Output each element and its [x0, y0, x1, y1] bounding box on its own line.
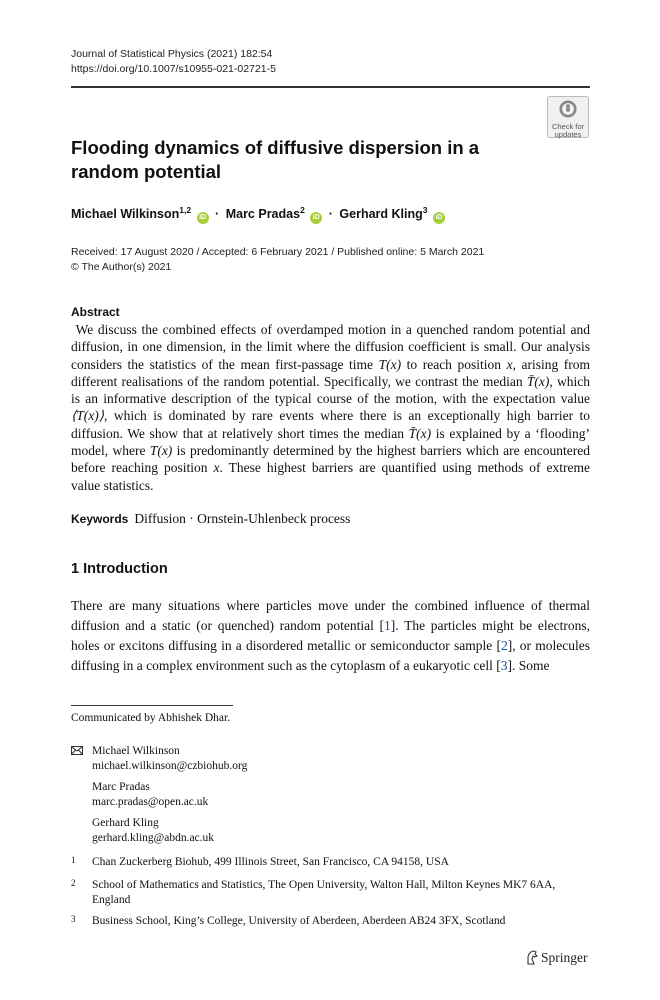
section-title: Introduction	[83, 561, 168, 577]
affiliation-text: Chan Zuckerberg Biohub, 499 Illinois Street, San Francisco, CA 94158, USA	[92, 856, 449, 868]
author-name: Michael Wilkinson	[71, 207, 180, 221]
badge-line-2: updates	[554, 130, 582, 139]
affiliation	[71, 914, 590, 929]
abstract-segment: , which is an informative description of the typical course of the motion, with the expectation value	[71, 373, 590, 407]
contact-entry	[71, 744, 590, 773]
citation-link[interactable]: 1	[384, 618, 391, 633]
intro-segment: ]. Some	[507, 658, 550, 673]
abstract-segment: , arising from different realisations of the random potential. Specifically, we contrast the median	[71, 356, 591, 389]
doi-link[interactable]: https://doi.org/10.1007/s10955-021-02721-5	[71, 63, 276, 75]
contact-email[interactable]: gerhard.kling@abdn.ac.uk	[92, 831, 215, 844]
math-symbol: T(x)	[378, 356, 402, 372]
keywords-label: Keywords	[71, 512, 129, 526]
affiliation-text: School of Mathematics and Statistics, The Open University, Walton Hall, Milton Keynes MK7 6AA, England	[92, 879, 556, 906]
abstract-segment: , which is dominated by rare events where there is an exceptionally high barrier to diffusion. We show that at relatively short times the median	[71, 408, 590, 441]
math-symbol: x	[213, 460, 220, 476]
abstract-segment: is explained by a ‘flooding’ model, where	[71, 425, 591, 459]
intro-segment: ], or molecules diffusing in a complex environment such as the cytoplasm of a eukaryotic cell [	[71, 638, 590, 673]
intro-segment: There are many situations where particles move under the combined influence of thermal diffusion and a static (or quenched) random potential [	[71, 598, 590, 633]
citation-link[interactable]: 3	[500, 658, 508, 673]
communicated-by: Communicated by Abhishek Dhar.	[71, 712, 231, 724]
contact-name: Michael Wilkinson	[92, 745, 180, 757]
author-separator: ·	[215, 207, 220, 221]
abstract-heading: Abstract	[71, 305, 120, 319]
keywords	[71, 511, 350, 527]
contact-name: Marc Pradas	[92, 781, 150, 793]
introduction-paragraph	[71, 596, 590, 676]
check-for-updates-badge[interactable]	[547, 96, 589, 138]
section-heading	[71, 561, 168, 577]
keywords-text: Diffusion · Ornstein-Uhlenbeck process	[134, 511, 351, 526]
author-affiliation-marker: 1,2	[179, 205, 192, 215]
contact-name: Gerhard Kling	[92, 817, 159, 829]
contact-email[interactable]: marc.pradas@open.ac.uk	[92, 795, 209, 808]
math-symbol: x	[506, 356, 513, 372]
abstract-segment: . These highest barriers are quantified using methods of extreme value statistics.	[71, 460, 591, 493]
badge-line-1: Check for	[551, 122, 585, 131]
abstract-text	[71, 321, 590, 494]
abstract-segment: to reach position	[406, 356, 501, 372]
abstract-segment: We discuss the combined effects of overdamped motion in a quenched random potential and diffusion, in one dimension, in the limit where the diffusion coefficient is small. Our analysis considers the statistics of the mean first-passage time	[71, 322, 590, 372]
contact-email[interactable]: michael.wilkinson@czbiohub.org	[92, 759, 248, 772]
citation-link[interactable]: 2	[500, 638, 508, 653]
math-symbol: T̄(x)	[408, 425, 432, 441]
dates-line: Received: 17 August 2020 / Accepted: 6 February 2021 / Published online: 5 March 2021	[71, 246, 485, 258]
affiliation-number: 2	[71, 878, 76, 888]
affiliation-number: 1	[71, 855, 76, 865]
author-affiliation-marker: 2	[300, 205, 305, 215]
contact-entry	[71, 816, 590, 845]
section-number: 1	[71, 561, 80, 577]
header-rule	[71, 86, 590, 88]
author-list	[71, 205, 445, 224]
publication-dates	[71, 245, 484, 275]
affiliation	[71, 855, 590, 870]
math-symbol: T(x)	[149, 443, 173, 459]
copyright-line: © The Author(s) 2021	[71, 261, 172, 273]
math-symbol: ⟨T(x)⟩	[71, 408, 105, 424]
corresponding-contacts	[71, 744, 590, 852]
abstract-segment: is predominantly determined by the highest barriers which are encountered before reaching position	[71, 443, 590, 476]
author-name: Gerhard Kling	[339, 207, 423, 221]
journal-header	[71, 47, 276, 77]
affiliation-number: 3	[71, 914, 76, 924]
affiliation	[71, 878, 590, 908]
orcid-icon[interactable]: iD	[433, 212, 445, 224]
affiliation-text: Business School, King’s College, University of Aberdeen, Aberdeen AB24 3FX, Scotland	[92, 915, 506, 927]
intro-segment: ]. The particles might be electrons, holes or excitons diffusing in a disordered metallic or semiconductor sample [	[71, 618, 590, 653]
paper-title: Flooding dynamics of diffusive dispersion in a random potential	[71, 137, 480, 182]
author-affiliation-marker: 3	[422, 205, 428, 215]
publisher-name: Springer	[541, 950, 588, 965]
author-name: Marc Pradas	[225, 207, 301, 221]
check-for-updates-icon	[559, 100, 577, 118]
publisher-logo	[525, 950, 588, 966]
envelope-icon	[71, 746, 83, 755]
orcid-icon[interactable]: iD	[197, 212, 209, 224]
springer-horse-icon	[525, 950, 538, 965]
author-separator: ·	[328, 207, 333, 221]
math-symbol: T̄(x)	[526, 373, 550, 389]
orcid-icon[interactable]: iD	[310, 212, 322, 224]
contact-entry	[71, 780, 590, 809]
journal-citation: Journal of Statistical Physics (2021) 182:54	[71, 48, 273, 60]
footnote-rule	[71, 705, 233, 706]
